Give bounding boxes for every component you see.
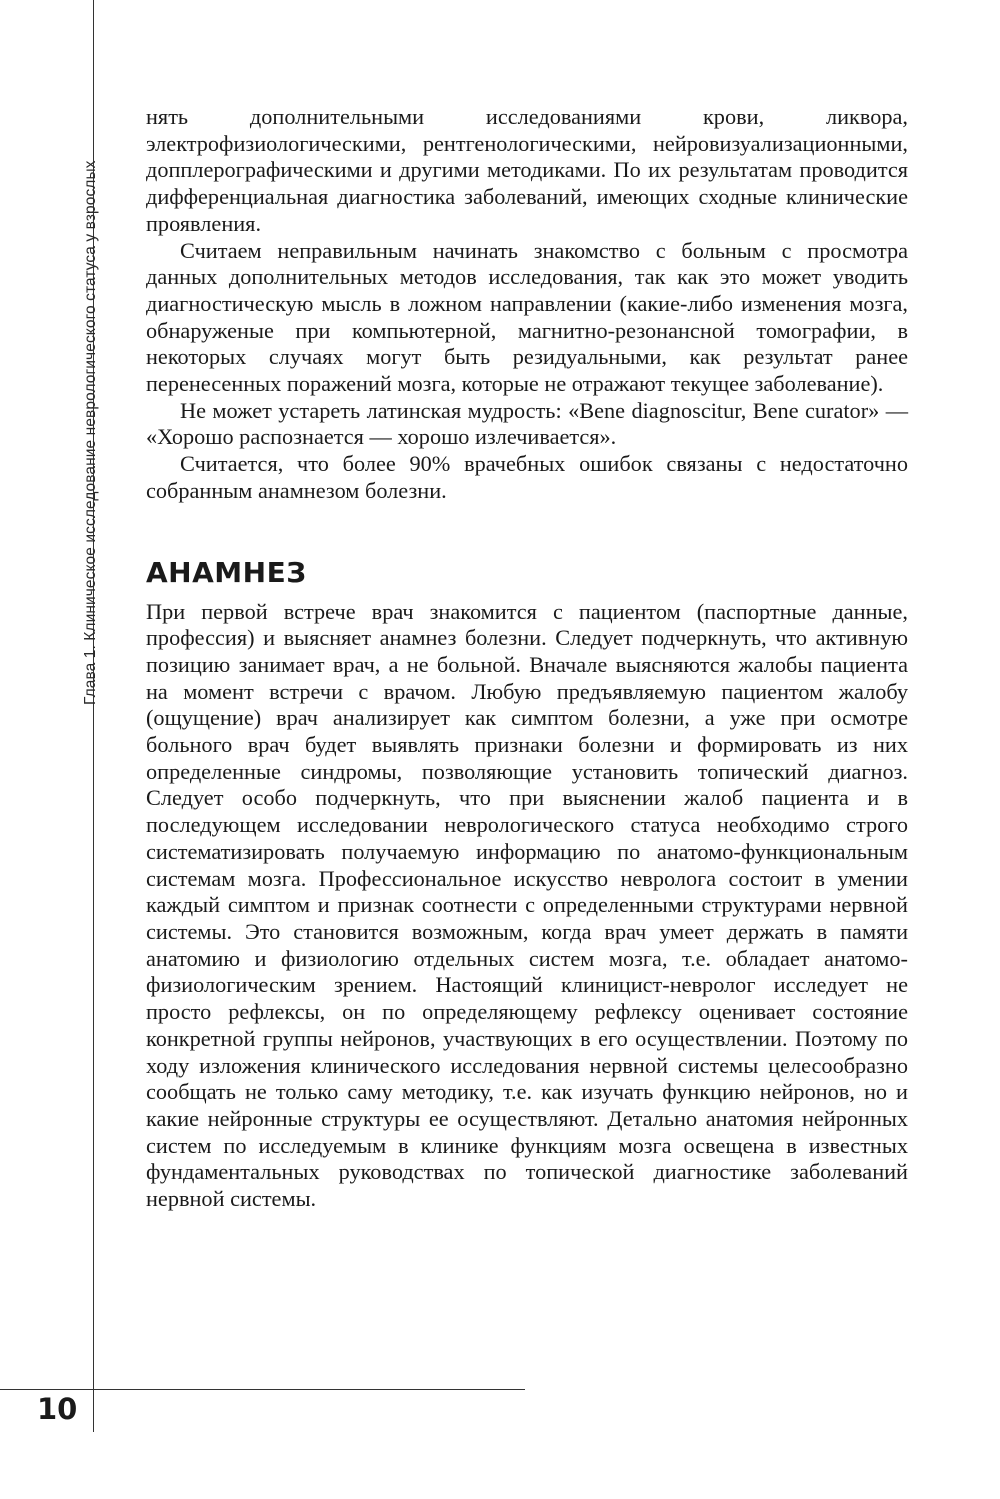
page-number: 10: [37, 1392, 78, 1426]
paragraph-continuation: нять дополнительными исследованиями крови, ликвора, электрофизиологическими, рентгенологическими, нейровизуализационными, допплерографическими и другими методиками. По их результатам проводится дифференциальная диагностика заболеваний, имеющих сходные клинические проявления.: [146, 104, 908, 236]
running-head: Глава 1. Клиническое исследование неврологического статуса у взрослых: [82, 160, 99, 705]
paragraph-latin-wisdom: Не может устареть латинская мудрость: «Bene diagnoscitur, Bene curator» — «Хорошо распознается — хорошо излечивается».: [146, 397, 908, 450]
paragraph-errors-statistic: Считается, что более 90% врачебных ошибок связаны с недостаточно собранным анамнезом болезни.: [146, 451, 908, 503]
section-heading: АНАМНЕЗ: [146, 555, 307, 589]
paragraph-additional-methods: Считаем неправильным начинать знакомство с больным с просмотра данных дополнительных методов исследования, так как это может уводить диагностическую мысль в ложном направлении (какие-либо изменения мозга, обнаруженые при компьютерной, магнитно-резонансной томографии, в некоторых случаях могут быть резидуальными, как результат ранее перенесенных поражений мозга, которые не отражают текущее заболевание).: [146, 237, 908, 397]
page-body: [146, 104, 908, 1213]
paragraph-anamnesis: При первой встрече врач знакомится с пациентом (паспортные данные, профессия) и выясняет анамнез болезни. Следует подчеркнуть, что активную позицию занимает врач, а не больной. Вначале выясняются жалобы пациента на момент встречи с врачом. Любую предъявляемую пациентом жалобу (ощущение) врач анализирует как симптом болезни, а уже при осмотре больного врач будет выявлять признаки болезни и формировать из них определенные синдромы, позволяющие установить топический диагноз. Следует особо подчеркнуть, что при выяснении жалоб пациента и в последующем исследовании неврологического статуса необходимо строго систематизировать получаемую информацию по анатомо-функциональным системам мозга. Профессиональное искусство невролога состоит в умении каждый симптом и признак соотнести с определенными структурами нервной системы. Это становится возможным, когда врач умеет держать в памяти анатомию и физиологию отдельных систем мозга, т.е. обладает анатомо-физиологическим зрением. Настоящий клиницист-невролог исследует не просто рефлексы, он по определяющему рефлексу оценивает состояние конкретной группы нейронов, участвующих в его осуществлении. Поэтому по ходу изложения клинического исследования нервной системы целесообразно сообщать не только саму методику, т.е. как изучать функцию нейронов, но и какие нейронные структуры ее осуществляют. Детально анатомия нейронных систем по исследуемым в клинике функциям мозга освещена в известных фундаментальных руководствах по топической диагностике заболеваний нервной системы.: [146, 598, 908, 1212]
footer-horizontal-rule: [0, 1389, 525, 1390]
